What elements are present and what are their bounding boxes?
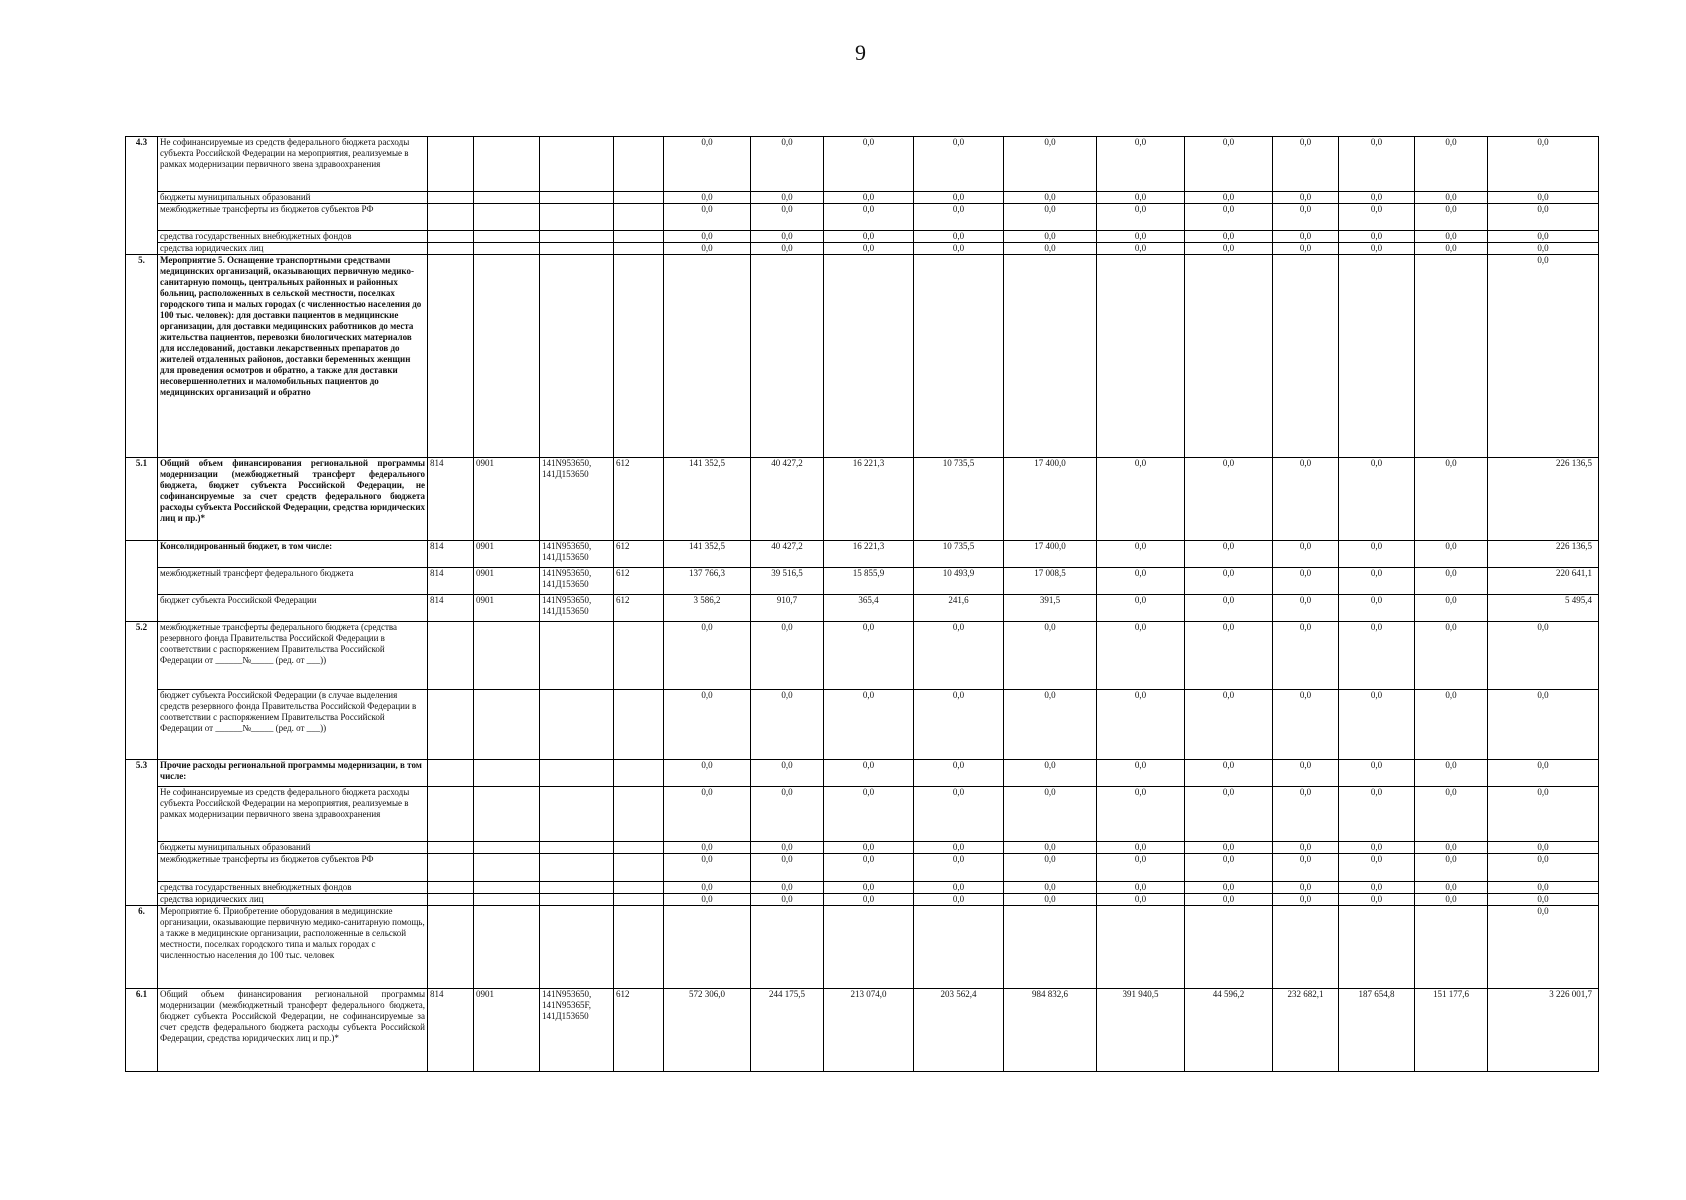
- value-cell: 0,0: [914, 842, 1004, 854]
- value-cell: 0,0: [1097, 541, 1185, 568]
- row-description: средства юридических лиц: [158, 894, 428, 906]
- table-row: [126, 622, 1599, 690]
- value-cell: 0,0: [824, 622, 914, 690]
- value-cell: 0,0: [1097, 137, 1185, 192]
- value-cell: 0,0: [1415, 541, 1488, 568]
- target-code: 141N953650, 141Д153650: [540, 458, 614, 541]
- value-cell: 0,0: [751, 622, 824, 690]
- value-cell: 0,0: [664, 204, 751, 231]
- section-number: 5.3: [126, 760, 158, 906]
- value-cell: 0,0: [1339, 204, 1415, 231]
- section-number: 5.1: [126, 458, 158, 541]
- value-cell: 0,0: [1415, 690, 1488, 760]
- value-cell: 0,0: [824, 854, 914, 882]
- value-cell: 0,0: [1273, 882, 1339, 894]
- expense-type-code: 612: [614, 595, 664, 622]
- row-description: бюджеты муниципальных образований: [158, 192, 428, 204]
- row-description: Консолидированный бюджет, в том числе:: [158, 541, 428, 568]
- table-row: [126, 568, 1599, 595]
- value-cell: 0,0: [1097, 882, 1185, 894]
- value-cell: 0,0: [751, 760, 824, 787]
- target-code: 141N953650, 141N95365F, 141Д153650: [540, 989, 614, 1072]
- value-cell: 10 735,5: [914, 458, 1004, 541]
- value-cell: 0,0: [1273, 458, 1339, 541]
- value-cell: 0,0: [1339, 458, 1415, 541]
- value-cell: 0,0: [751, 787, 824, 842]
- value-cell: 0,0: [1339, 760, 1415, 787]
- value-cell: 0,0: [1273, 854, 1339, 882]
- budget-table: [125, 136, 1599, 1072]
- grbs-code: 814: [428, 568, 474, 595]
- row-description: Не софинансируемые из средств федерального бюджета расходы субъекта Российской Федерации на мероприятия, реализуемые в рамках модернизации первичного звена здравоохранения: [158, 787, 428, 842]
- value-cell: 241,6: [914, 595, 1004, 622]
- value-cell: 0,0: [1488, 243, 1599, 255]
- value-cell: 0,0: [1004, 842, 1097, 854]
- value-cell: 0,0: [1339, 690, 1415, 760]
- value-cell: 0,0: [1488, 787, 1599, 842]
- value-cell: 0,0: [1004, 243, 1097, 255]
- value-cell: 0,0: [1488, 690, 1599, 760]
- value-cell: 0,0: [914, 622, 1004, 690]
- value-cell: 0,0: [1097, 243, 1185, 255]
- value-cell: 151 177,6: [1415, 989, 1488, 1072]
- value-cell: 0,0: [1004, 760, 1097, 787]
- value-cell: 0,0: [1273, 204, 1339, 231]
- value-cell: 0,0: [1339, 894, 1415, 906]
- value-cell: 0,0: [1004, 192, 1097, 204]
- value-cell: 0,0: [1339, 231, 1415, 243]
- value-cell: 0,0: [1004, 231, 1097, 243]
- value-cell: 0,0: [751, 204, 824, 231]
- value-cell: 0,0: [1185, 787, 1273, 842]
- value-cell: 187 654,8: [1339, 989, 1415, 1072]
- row-description: межбюджетные трансферты федерального бюджета (средства резервного фонда Правительства Российской Федерации в соответствии с распоряжением Правительства Российской Федерации от ______№_____ (ред. от ___)): [158, 622, 428, 690]
- table-row: [126, 989, 1599, 1072]
- value-cell: 0,0: [1488, 192, 1599, 204]
- value-cell: 0,0: [751, 243, 824, 255]
- value-cell: 16 221,3: [824, 458, 914, 541]
- value-cell: 0,0: [1097, 568, 1185, 595]
- table-row: [126, 906, 1599, 989]
- value-cell: 0,0: [664, 690, 751, 760]
- value-cell: 0,0: [1488, 255, 1599, 458]
- value-cell: 0,0: [1415, 595, 1488, 622]
- value-cell: 0,0: [1273, 243, 1339, 255]
- value-cell: 0,0: [751, 854, 824, 882]
- value-cell: 0,0: [914, 192, 1004, 204]
- value-cell: 0,0: [751, 894, 824, 906]
- value-cell: 213 074,0: [824, 989, 914, 1072]
- expense-type-code: 612: [614, 541, 664, 568]
- table-row: [126, 255, 1599, 458]
- value-cell: 0,0: [1488, 137, 1599, 192]
- section-number: 5.2: [126, 622, 158, 760]
- value-cell: 0,0: [1415, 894, 1488, 906]
- value-cell: 0,0: [1488, 842, 1599, 854]
- value-cell: 0,0: [664, 760, 751, 787]
- value-cell: 0,0: [824, 882, 914, 894]
- value-cell: 0,0: [1273, 192, 1339, 204]
- table-row: [126, 541, 1599, 568]
- value-cell: 0,0: [1339, 541, 1415, 568]
- value-cell: 0,0: [824, 204, 914, 231]
- value-cell: 572 306,0: [664, 989, 751, 1072]
- value-cell: 244 175,5: [751, 989, 824, 1072]
- value-cell: 44 596,2: [1185, 989, 1273, 1072]
- value-cell: 0,0: [1185, 204, 1273, 231]
- value-cell: 0,0: [664, 787, 751, 842]
- row-description: бюджет субъекта Российской Федерации: [158, 595, 428, 622]
- value-cell: 0,0: [1004, 204, 1097, 231]
- value-cell: 0,0: [1339, 787, 1415, 842]
- value-cell: 0,0: [1488, 906, 1599, 989]
- value-cell: 365,4: [824, 595, 914, 622]
- value-cell: 0,0: [1273, 760, 1339, 787]
- expense-type-code: 612: [614, 568, 664, 595]
- value-cell: 0,0: [751, 690, 824, 760]
- value-cell: 10 735,5: [914, 541, 1004, 568]
- table-row: [126, 690, 1599, 760]
- value-cell: 0,0: [1415, 204, 1488, 231]
- table-row: [126, 760, 1599, 787]
- value-cell: 0,0: [1415, 882, 1488, 894]
- value-cell: 0,0: [1415, 842, 1488, 854]
- value-cell: 0,0: [1273, 787, 1339, 842]
- table-row: [126, 192, 1599, 204]
- value-cell: 0,0: [1488, 760, 1599, 787]
- value-cell: 391 940,5: [1097, 989, 1185, 1072]
- value-cell: 0,0: [1004, 882, 1097, 894]
- target-code: 141N953650, 141Д153650: [540, 568, 614, 595]
- value-cell: 0,0: [1185, 192, 1273, 204]
- value-cell: 0,0: [824, 137, 914, 192]
- page-number: 9: [855, 40, 866, 65]
- value-cell: 0,0: [751, 192, 824, 204]
- value-cell: 0,0: [1097, 854, 1185, 882]
- value-cell: 137 766,3: [664, 568, 751, 595]
- row-description: Общий объем финансирования региональной программы модернизации (межбюджетный трансферт федерального бюджета, бюджет субъекта Российской Федерации, не софинансируемые за счет средств федерального бюджета расходы субъекта Российской Федерации, средства юридических лиц и пр.)*: [158, 989, 428, 1072]
- value-cell: 0,0: [1488, 894, 1599, 906]
- value-cell: 40 427,2: [751, 458, 824, 541]
- row-description: Прочие расходы региональной программы модернизации, в том числе:: [158, 760, 428, 787]
- value-cell: 0,0: [1185, 842, 1273, 854]
- section-number: 5.: [126, 255, 158, 458]
- value-cell: 0,0: [1339, 137, 1415, 192]
- value-cell: 232 682,1: [1273, 989, 1339, 1072]
- value-cell: 0,0: [1339, 192, 1415, 204]
- value-cell: 10 493,9: [914, 568, 1004, 595]
- row-description: бюджеты муниципальных образований: [158, 842, 428, 854]
- section-number: 6.1: [126, 989, 158, 1072]
- value-cell: 0,0: [1185, 595, 1273, 622]
- value-cell: 0,0: [1339, 882, 1415, 894]
- value-cell: 0,0: [1004, 854, 1097, 882]
- table-row: [126, 137, 1599, 192]
- value-cell: 0,0: [1415, 231, 1488, 243]
- value-cell: 141 352,5: [664, 458, 751, 541]
- target-code: 141N953650, 141Д153650: [540, 541, 614, 568]
- value-cell: 0,0: [1273, 690, 1339, 760]
- value-cell: 0,0: [1097, 192, 1185, 204]
- value-cell: 3 226 001,7: [1488, 989, 1599, 1072]
- value-cell: 0,0: [664, 842, 751, 854]
- value-cell: 0,0: [824, 894, 914, 906]
- value-cell: 0,0: [1185, 137, 1273, 192]
- row-description: средства государственных внебюджетных фондов: [158, 231, 428, 243]
- value-cell: 0,0: [1185, 541, 1273, 568]
- value-cell: 0,0: [1488, 231, 1599, 243]
- value-cell: 0,0: [1097, 690, 1185, 760]
- value-cell: 0,0: [1415, 854, 1488, 882]
- expense-type-code: 612: [614, 458, 664, 541]
- value-cell: 0,0: [1415, 760, 1488, 787]
- value-cell: 0,0: [1097, 595, 1185, 622]
- value-cell: 226 136,5: [1488, 458, 1599, 541]
- value-cell: 17 400,0: [1004, 458, 1097, 541]
- value-cell: 0,0: [1415, 622, 1488, 690]
- section-number: 6.: [126, 906, 158, 989]
- value-cell: 0,0: [1488, 204, 1599, 231]
- value-cell: 0,0: [914, 760, 1004, 787]
- value-cell: 0,0: [914, 137, 1004, 192]
- section-code: 0901: [474, 989, 540, 1072]
- row-description: Общий объем финансирования региональной программы модернизации (межбюджетный трансферт федерального бюджета, бюджет субъекта Российской Федерации, не софинансируемые за счет средств федерального бюджета расходы субъекта Российской Федерации, средства юридических лиц и пр.)*: [158, 458, 428, 541]
- value-cell: 0,0: [1415, 787, 1488, 842]
- section-number: 4.3: [126, 137, 158, 255]
- value-cell: 0,0: [824, 787, 914, 842]
- value-cell: 0,0: [914, 787, 1004, 842]
- value-cell: 0,0: [1185, 458, 1273, 541]
- table-row: [126, 842, 1599, 854]
- target-code: 141N953650, 141Д153650: [540, 595, 614, 622]
- row-description: Не софинансируемые из средств федерального бюджета расходы субъекта Российской Федерации на мероприятия, реализуемые в рамках модернизации первичного звена здравоохранения: [158, 137, 428, 192]
- expense-type-code: 612: [614, 989, 664, 1072]
- value-cell: 3 586,2: [664, 595, 751, 622]
- value-cell: 0,0: [1415, 568, 1488, 595]
- table-row: [126, 243, 1599, 255]
- value-cell: 0,0: [1339, 568, 1415, 595]
- value-cell: 203 562,4: [914, 989, 1004, 1072]
- value-cell: 0,0: [1004, 787, 1097, 842]
- value-cell: 0,0: [1273, 595, 1339, 622]
- value-cell: 0,0: [664, 231, 751, 243]
- value-cell: 0,0: [1185, 231, 1273, 243]
- grbs-code: 814: [428, 541, 474, 568]
- value-cell: 0,0: [1415, 458, 1488, 541]
- value-cell: 0,0: [1273, 894, 1339, 906]
- value-cell: 220 641,1: [1488, 568, 1599, 595]
- value-cell: 0,0: [1488, 622, 1599, 690]
- measure-title: Мероприятие 6. Приобретение оборудования в медицинские организации, оказывающие первичную медико-санитарную помощь, а также в медицинские организации, расположенные в сельской местности, поселках городского типа и малых городах с численностью населения до 100 тыс. человек: [158, 906, 428, 989]
- value-cell: 0,0: [914, 204, 1004, 231]
- row-description: межбюджетный трансферт федерального бюджета: [158, 568, 428, 595]
- grbs-code: 814: [428, 989, 474, 1072]
- grbs-code: 814: [428, 458, 474, 541]
- row-description: средства государственных внебюджетных фондов: [158, 882, 428, 894]
- value-cell: 0,0: [914, 882, 1004, 894]
- value-cell: 0,0: [824, 690, 914, 760]
- value-cell: 5 495,4: [1488, 595, 1599, 622]
- value-cell: 0,0: [824, 842, 914, 854]
- value-cell: 984 832,6: [1004, 989, 1097, 1072]
- value-cell: 0,0: [1185, 894, 1273, 906]
- section-code: 0901: [474, 568, 540, 595]
- value-cell: 0,0: [1273, 541, 1339, 568]
- value-cell: 0,0: [751, 231, 824, 243]
- value-cell: 0,0: [1097, 458, 1185, 541]
- row-description: бюджет субъекта Российской Федерации (в случае выделения средств резервного фонда Правительства Российской Федерации в соответствии с распоряжением Правительства Российской Федерации от ______№_____ (ред. от ___)): [158, 690, 428, 760]
- value-cell: 0,0: [1185, 882, 1273, 894]
- value-cell: 0,0: [1339, 622, 1415, 690]
- value-cell: 16 221,3: [824, 541, 914, 568]
- value-cell: 0,0: [824, 231, 914, 243]
- value-cell: 0,0: [1185, 690, 1273, 760]
- value-cell: 0,0: [824, 760, 914, 787]
- measure-title: Мероприятие 5. Оснащение транспортными средствами медицинских организаций, оказывающих первичную медико-санитарную помощь, центральных районных и районных больниц, расположенных в сельской местности, поселках городского типа и малых городах (с численностью населения до 100 тыс. человек): для доставки пациентов в медицинские организации, для доставки медицинских работников до места жительства пациентов, перевозки биологических материалов для исследований, доставки лекарственных препаратов до жителей отдаленных районов, доставки беременных женщин для проведения осмотров и обратно, а также для доставки несовершеннолетних и маломобильных пациентов до медицинских организаций и обратно: [158, 255, 428, 458]
- value-cell: 0,0: [1004, 622, 1097, 690]
- value-cell: 0,0: [751, 842, 824, 854]
- value-cell: 0,0: [664, 894, 751, 906]
- value-cell: 0,0: [1488, 854, 1599, 882]
- value-cell: 0,0: [1273, 842, 1339, 854]
- value-cell: 0,0: [1097, 894, 1185, 906]
- value-cell: 0,0: [1097, 622, 1185, 690]
- value-cell: 0,0: [1097, 760, 1185, 787]
- value-cell: 0,0: [1185, 568, 1273, 595]
- value-cell: 0,0: [1097, 204, 1185, 231]
- value-cell: 0,0: [751, 882, 824, 894]
- value-cell: 0,0: [914, 854, 1004, 882]
- value-cell: 0,0: [664, 243, 751, 255]
- section-code: 0901: [474, 595, 540, 622]
- value-cell: 0,0: [1185, 760, 1273, 787]
- value-cell: 141 352,5: [664, 541, 751, 568]
- value-cell: 0,0: [1415, 137, 1488, 192]
- value-cell: 0,0: [664, 192, 751, 204]
- value-cell: 0,0: [1004, 894, 1097, 906]
- value-cell: 0,0: [1185, 622, 1273, 690]
- value-cell: 0,0: [1339, 595, 1415, 622]
- value-cell: 0,0: [1097, 787, 1185, 842]
- table-row: [126, 787, 1599, 842]
- table-row: [126, 231, 1599, 243]
- section-code: 0901: [474, 541, 540, 568]
- value-cell: 0,0: [1273, 231, 1339, 243]
- table-row: [126, 204, 1599, 231]
- value-cell: 0,0: [824, 192, 914, 204]
- value-cell: 0,0: [824, 243, 914, 255]
- value-cell: 40 427,2: [751, 541, 824, 568]
- value-cell: 0,0: [664, 622, 751, 690]
- section-code: 0901: [474, 458, 540, 541]
- value-cell: 15 855,9: [824, 568, 914, 595]
- table-row: [126, 882, 1599, 894]
- value-cell: 0,0: [1415, 243, 1488, 255]
- grbs-code: 814: [428, 595, 474, 622]
- value-cell: 17 400,0: [1004, 541, 1097, 568]
- value-cell: 0,0: [1185, 243, 1273, 255]
- value-cell: 0,0: [1004, 690, 1097, 760]
- value-cell: 0,0: [1339, 243, 1415, 255]
- value-cell: 910,7: [751, 595, 824, 622]
- value-cell: 0,0: [1273, 568, 1339, 595]
- row-description: межбюджетные трансферты из бюджетов субъектов РФ: [158, 204, 428, 231]
- value-cell: 0,0: [914, 231, 1004, 243]
- table-row: [126, 595, 1599, 622]
- value-cell: 0,0: [751, 137, 824, 192]
- value-cell: 0,0: [1097, 842, 1185, 854]
- table-row: [126, 458, 1599, 541]
- value-cell: 391,5: [1004, 595, 1097, 622]
- row-description: средства юридических лиц: [158, 243, 428, 255]
- value-cell: 0,0: [1097, 231, 1185, 243]
- value-cell: 0,0: [664, 137, 751, 192]
- value-cell: 0,0: [1273, 137, 1339, 192]
- value-cell: 0,0: [664, 882, 751, 894]
- value-cell: 0,0: [914, 243, 1004, 255]
- value-cell: 0,0: [914, 690, 1004, 760]
- row-description: межбюджетные трансферты из бюджетов субъектов РФ: [158, 854, 428, 882]
- table-row: [126, 894, 1599, 906]
- value-cell: 0,0: [914, 894, 1004, 906]
- value-cell: 0,0: [1339, 854, 1415, 882]
- value-cell: 0,0: [1273, 622, 1339, 690]
- value-cell: 0,0: [1339, 842, 1415, 854]
- value-cell: 0,0: [664, 854, 751, 882]
- table-row: [126, 854, 1599, 882]
- value-cell: 0,0: [1185, 854, 1273, 882]
- value-cell: 0,0: [1488, 882, 1599, 894]
- value-cell: 17 008,5: [1004, 568, 1097, 595]
- value-cell: 39 516,5: [751, 568, 824, 595]
- value-cell: 0,0: [1415, 192, 1488, 204]
- value-cell: 0,0: [1004, 137, 1097, 192]
- value-cell: 226 136,5: [1488, 541, 1599, 568]
